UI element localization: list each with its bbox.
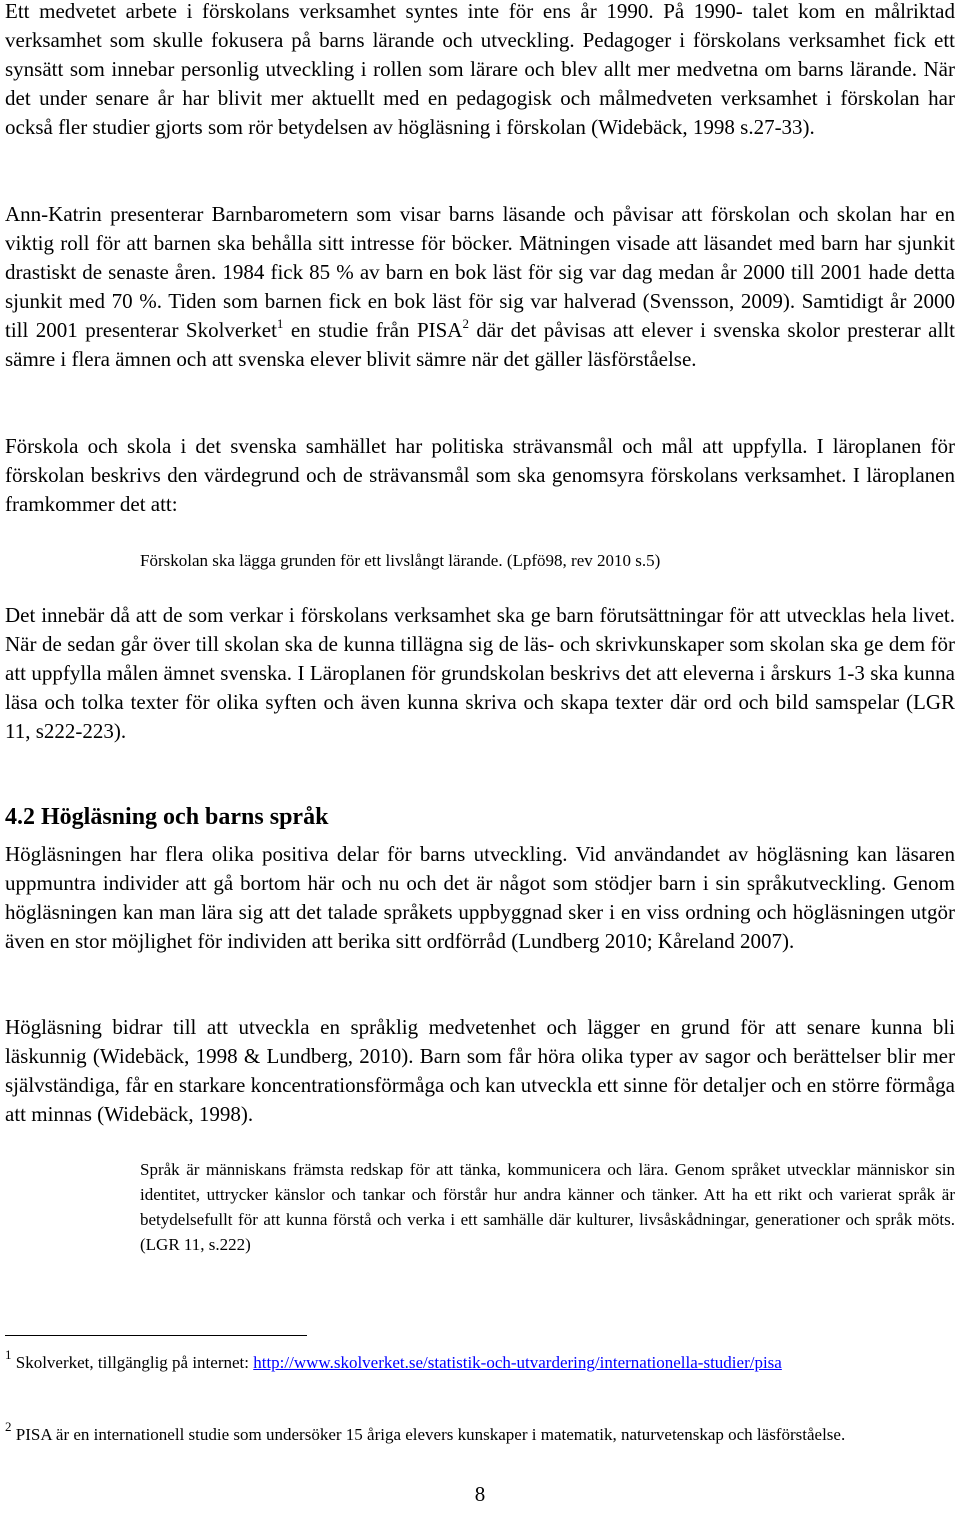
paragraph-6: Högläsning bidrar till att utveckla en språklig medvetenhet och lägger en grund för att senare kunna bli läskunnig (Widebäck, 1998 & Lundberg, 2010). Barn som får höra olika typer av sagor och berättelser blir mer självständiga, får en starkare koncentrationsförmåga och kan utveckla ett sinne för detaljer och en större förmåga att minnas (Widebäck, 1998).	[5, 1015, 955, 1126]
footnote-ref-1[interactable]: 1	[276, 316, 284, 331]
page-number: 8	[474, 1482, 486, 1506]
footnote-2	[5, 1419, 955, 1447]
paragraph-2	[5, 200, 955, 374]
block-quote-1: Förskolan ska lägga grunden för ett livslångt lärande. (Lpfö98, rev 2010 s.5)	[140, 551, 661, 570]
block-quote-2: Språk är människans främsta redskap för att tänka, kommunicera och lära. Genom språket utvecklar människor sin identitet, uttrycker känslor och tankar och förstår hur andra känner och tänker. Att ha ett rikt och varierat språk är betydelsefullt för att kunna förstå och verka i ett samhälle där kulturer, livsåskådningar, generationer och språk möts. (LGR 11, s.222)	[140, 1160, 955, 1254]
paragraph-2-text-a: Ann-Katrin presenterar Barnbarometern som visar barns läsande och påvisar att förskolan och skolan har en viktig roll för att barnen ska behålla sitt intresse för böcker. Mätningen visade att läsandet med barn har sjunkit drastiskt de senaste åren. 1984 fick 85 % av barn en bok läst för sig var dag medan år 2000 till 2001 hade detta sjunkit med 70 %. Tiden som barnen fick en bok läst för sig var halverad (Svensson, 2009). Samtidigt år 2000 till 2001 presenterar Skolverket	[5, 202, 955, 342]
paragraph-2-text-c: där det påvisas att elever i svenska skolor presterar allt sämre i flera ämnen och att svenska elever blivit sämre när det gäller läsförståelse.	[5, 318, 955, 371]
footnote-1-text: Skolverket, tillgänglig på internet:	[11, 1353, 254, 1372]
footnote-1-link[interactable]: http://www.skolverket.se/statistik-och-utvardering/internationella-studier/pisa	[253, 1353, 782, 1372]
paragraph-1: Ett medvetet arbete i förskolans verksamhet syntes inte för ens år 1990. På 1990- talet kom en målriktad verksamhet som skulle fokusera på barns lärande och utveckling. Pedagoger i förskolans verksamhet fick ett synsätt som innebar personlig utveckling i rollen som lärare och blev allt mer medvetna om barns lärande. När det under senare år har blivit mer aktuellt med en pedagogisk och målmedveten verksamhet i förskolan har också fler studier gjorts som rör betydelsen av högläsning i förskolan (Widebäck, 1998 s.27-33).	[5, 0, 955, 139]
footnote-number-1: 1	[5, 1347, 12, 1362]
paragraph-2-text-b: en studie från PISA	[283, 318, 463, 342]
footnote-2-text: PISA är en internationell studie som undersöker 15 åriga elevers kunskaper i matematik, naturvetenskap och läsförståelse.	[11, 1425, 846, 1444]
paragraph-4: Det innebär då att de som verkar i förskolans verksamhet ska ge barn förutsättningar för att utvecklas hela livet. När de sedan går över till skolan ska de kunna tillägna sig de läs- och skrivkunskaper som skolan ska ge dem för att uppfylla målen ämnet svenska. I Läroplanen för grundskolan beskrivs det att eleverna i årskurs 1-3 ska kunna läsa och tolka texter för olika syften och även kunna skriva och skapa texter där ord och bild samspelar (LGR 11, s222-223).	[5, 603, 955, 743]
footnote-number-2: 2	[5, 1419, 12, 1434]
section-heading: 4.2 Högläsning och barns språk	[5, 804, 329, 830]
paragraph-5: Högläsningen har flera olika positiva delar för barns utveckling. Vid användandet av högläsning kan läsaren uppmuntra individer att gå bortom här och nu och det är något som stödjer barn i sin språkutveckling. Genom högläsningen kan man lära sig att det talade språkets uppbyggnad sker i en viss ordning och högläsningen utgör även en stor möjlighet för individen att berika sitt ordförråd (Lundberg 2010; Kåreland 2007).	[5, 842, 955, 953]
footnote-ref-2[interactable]: 2	[462, 316, 469, 331]
footnote-1	[5, 1347, 955, 1375]
paragraph-3: Förskola och skola i det svenska samhället har politiska strävansmål och mål att uppfylla. I läroplanen för förskolan beskrivs den värdegrund och de strävansmål som ska genomsyra förskolans verksamhet. I läroplanen framkommer det att:	[5, 434, 955, 516]
footnote-divider	[5, 1335, 307, 1336]
